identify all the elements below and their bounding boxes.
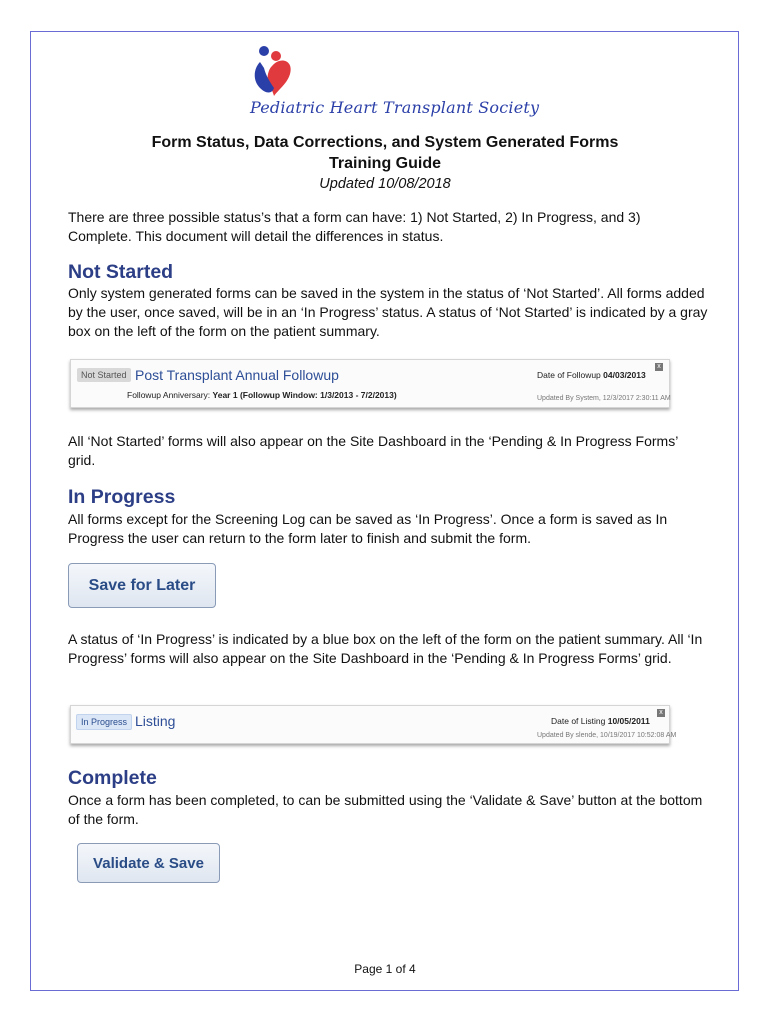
in-progress-paragraph: All forms except for the Screening Log can be saved as ‘In Progress’. Once a form is saved as In Progress the user can return to the form later to finish and submit the form.: [68, 511, 668, 546]
intro-paragraph: There are three possible status’s that a form can have: 1) Not Started, 2) In Progress, and 3) Complete. This document will detail the differences in status.: [68, 209, 641, 244]
heading-in-progress: In Progress: [68, 486, 176, 508]
in-progress-indicator-paragraph: A status of ‘In Progress’ is indicated by a blue box on the left of the form on the patient summary. All ‘In Progress’ forms will also appear on the Site Dashboard in the ‘Pending & In Progress Forms’ grid.: [68, 631, 703, 666]
anniversary-label: Followup Anniversary:: [127, 390, 211, 400]
date-of-followup: [537, 370, 646, 380]
updated-by: Updated By System, 12/3/2017 2:30:11 AM: [537, 395, 671, 402]
logo-text: Pediatric Heart Transplant Society: [250, 98, 540, 117]
page-number: Page 1 of 4: [354, 962, 416, 976]
validate-and-save-button[interactable]: Validate & Save: [77, 843, 220, 883]
not-started-paragraph: Only system generated forms can be saved in the system in the status of ‘Not Started’. All forms added by the user, once saved, will be in an ‘In Progress’ status. A status of ‘Not Started’ is indicated by a gray box on the left of the form on the patient summary.: [68, 285, 708, 339]
form-name-link[interactable]: Listing: [135, 713, 176, 729]
date-of-listing: [551, 716, 650, 726]
heart-logo-icon: [250, 40, 540, 135]
anniversary-value: Year 1 (Followup Window: 1/3/2013 - 7/2/2013): [212, 390, 397, 400]
date-label: Date of Listing: [551, 716, 606, 726]
form-name-link[interactable]: Post Transplant Annual Followup: [135, 367, 339, 383]
not-started-dashboard-paragraph: All ‘Not Started’ forms will also appear on the Site Dashboard in the ‘Pending & In Progress Forms’ grid.: [68, 433, 678, 468]
document-subtitle: Training Guide: [328, 155, 441, 172]
date-value: 04/03/2013: [603, 370, 646, 380]
complete-paragraph: Once a form has been completed, to can be submitted using the ‘Validate & Save’ button at the bottom of the form.: [68, 792, 703, 827]
heading-complete: Complete: [68, 767, 157, 789]
updated-by: Updated By slende, 10/19/2017 10:52:08 AM: [537, 732, 677, 739]
heading-not-started: Not Started: [68, 261, 174, 283]
in-progress-form-card: [70, 705, 677, 744]
status-badge: In Progress: [76, 714, 132, 730]
followup-anniversary: [127, 390, 397, 400]
date-label: Date of Followup: [537, 370, 601, 380]
close-icon[interactable]: x: [657, 709, 665, 717]
updated-date: Updated 10/08/2018: [319, 176, 451, 192]
document-title: Form Status, Data Corrections, and System Generated Forms: [151, 134, 619, 151]
close-icon[interactable]: x: [655, 363, 663, 371]
status-badge: Not Started: [77, 368, 131, 382]
date-value: 10/05/2011: [607, 716, 650, 726]
save-for-later-button[interactable]: Save for Later: [68, 563, 216, 608]
not-started-form-card: [70, 359, 670, 408]
